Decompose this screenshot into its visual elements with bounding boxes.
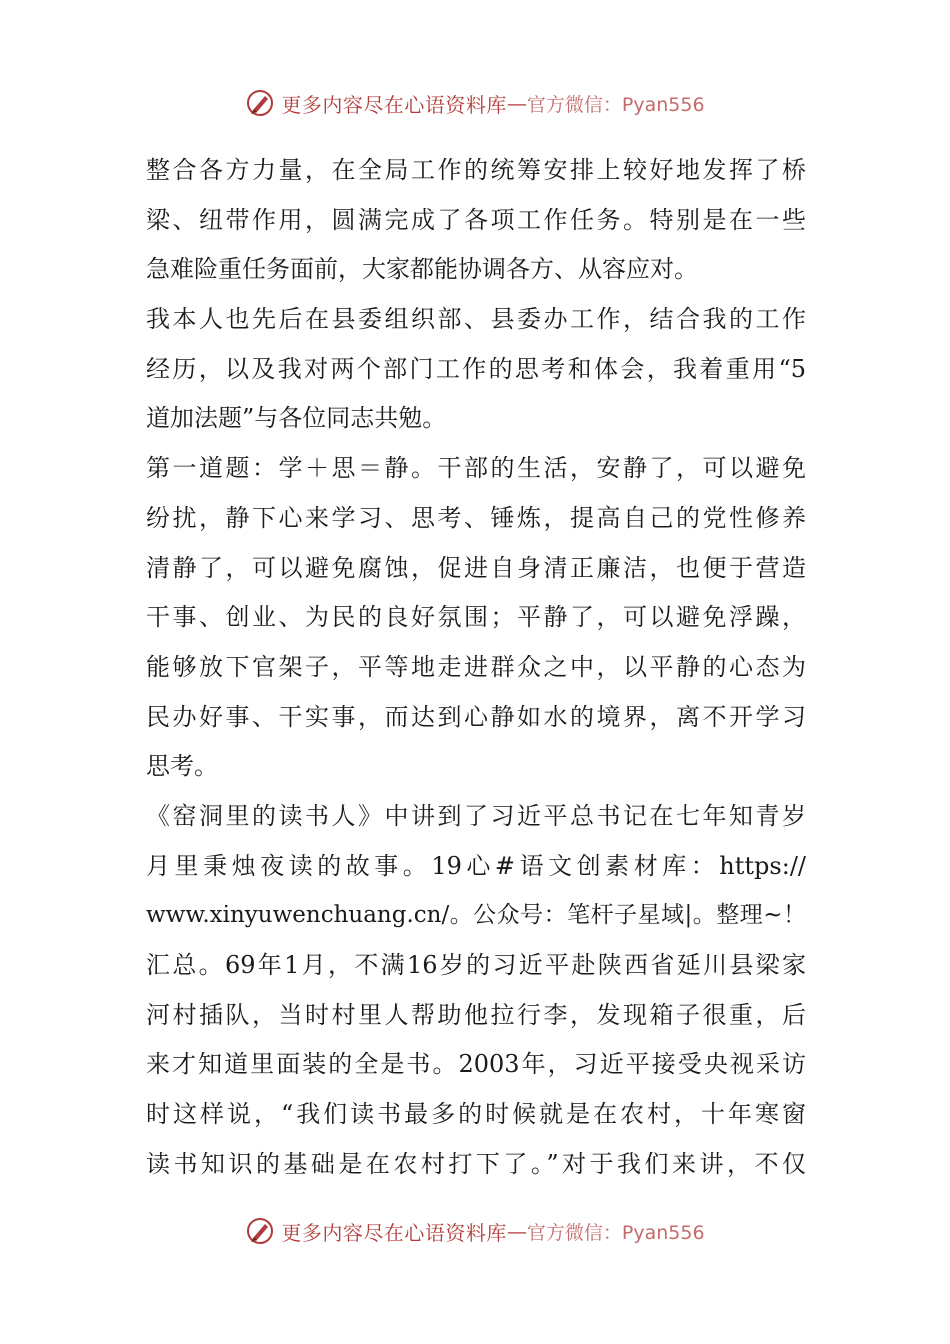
header-brand-text: 更多内容尽在心语资料库: [281, 92, 507, 117]
text-line-16: www.xinyuwenchuang.cn/。公众号：笔杆子星域|。整理~！: [146, 902, 806, 929]
header-watermark-banner: [0, 83, 950, 123]
text-line-9: 清静了，可以避免腐蚀，促进自身清正廉洁，也便于营造: [146, 553, 806, 582]
text-line-20: 时这样说，“我们读书最多的时候就是在农村，十年寒窗: [146, 1100, 806, 1129]
text-line-19: 来才知道里面装的全是书。2003年，习近平接受央视采访: [146, 1050, 806, 1079]
pen-logo-icon: [245, 1216, 275, 1246]
text-line-18: 河村插队，当时村里人帮助他拉行李，发现箱子很重，后: [146, 1000, 806, 1029]
footer-watermark-banner: [0, 1211, 950, 1251]
text-line-13: 思考。: [146, 752, 218, 781]
text-line-8: 纷扰，静下心来学习、思考、锤炼，提高自己的党性修养: [146, 503, 806, 532]
footer-separator: —: [506, 1219, 527, 1243]
text-line-3: 急难险重任务面前，大家都能协调各方、从容应对。: [146, 255, 698, 284]
header-separator: —: [506, 91, 527, 115]
text-line-4: 我本人也先后在县委组织部、县委办工作，结合我的工作: [146, 305, 806, 334]
text-line-2: 梁、纽带作用，圆满完成了各项工作任务。特别是在一些: [146, 205, 806, 234]
text-line-6: 道加法题”与各位同志共勉。: [146, 404, 447, 433]
text-line-5: 经历，以及我对两个部门工作的思考和体会，我着重用“5: [146, 354, 806, 383]
text-line-10: 干事、创业、为民的良好氛围；平静了，可以避免浮躁，: [146, 603, 806, 632]
text-line-1: 整合各方力量，在全局工作的统筹安排上较好地发挥了桥: [146, 156, 806, 184]
text-line-12: 民办好事、干实事，而达到心静如水的境界，离不开学习: [146, 702, 806, 731]
document-body: [146, 146, 806, 1189]
pen-logo-icon: [245, 88, 275, 118]
footer-brand-text: 更多内容尽在心语资料库: [281, 1220, 507, 1245]
text-line-15: 月里秉烛夜读的故事。19心#语文创素材库：https://: [146, 851, 806, 880]
text-line-17: 汇总。69年1月，不满16岁的习近平赴陕西省延川县梁家: [146, 951, 806, 979]
footer-wechat-text: 官方微信：Pyan556: [526, 1221, 705, 1244]
text-line-7: 第一道题：学＋思＝静。干部的生活，安静了，可以避免: [146, 454, 806, 483]
text-line-14: 《窑洞里的读书人》中讲到了习近平总书记在七年知青岁: [146, 801, 806, 830]
header-wechat-text: 官方微信：Pyan556: [526, 93, 705, 116]
text-line-11: 能够放下官架子，平等地走进群众之中，以平静的心态为: [146, 652, 806, 681]
text-line-21: 读书知识的基础是在农村打下了。”对于我们来讲，不仅: [146, 1149, 806, 1178]
